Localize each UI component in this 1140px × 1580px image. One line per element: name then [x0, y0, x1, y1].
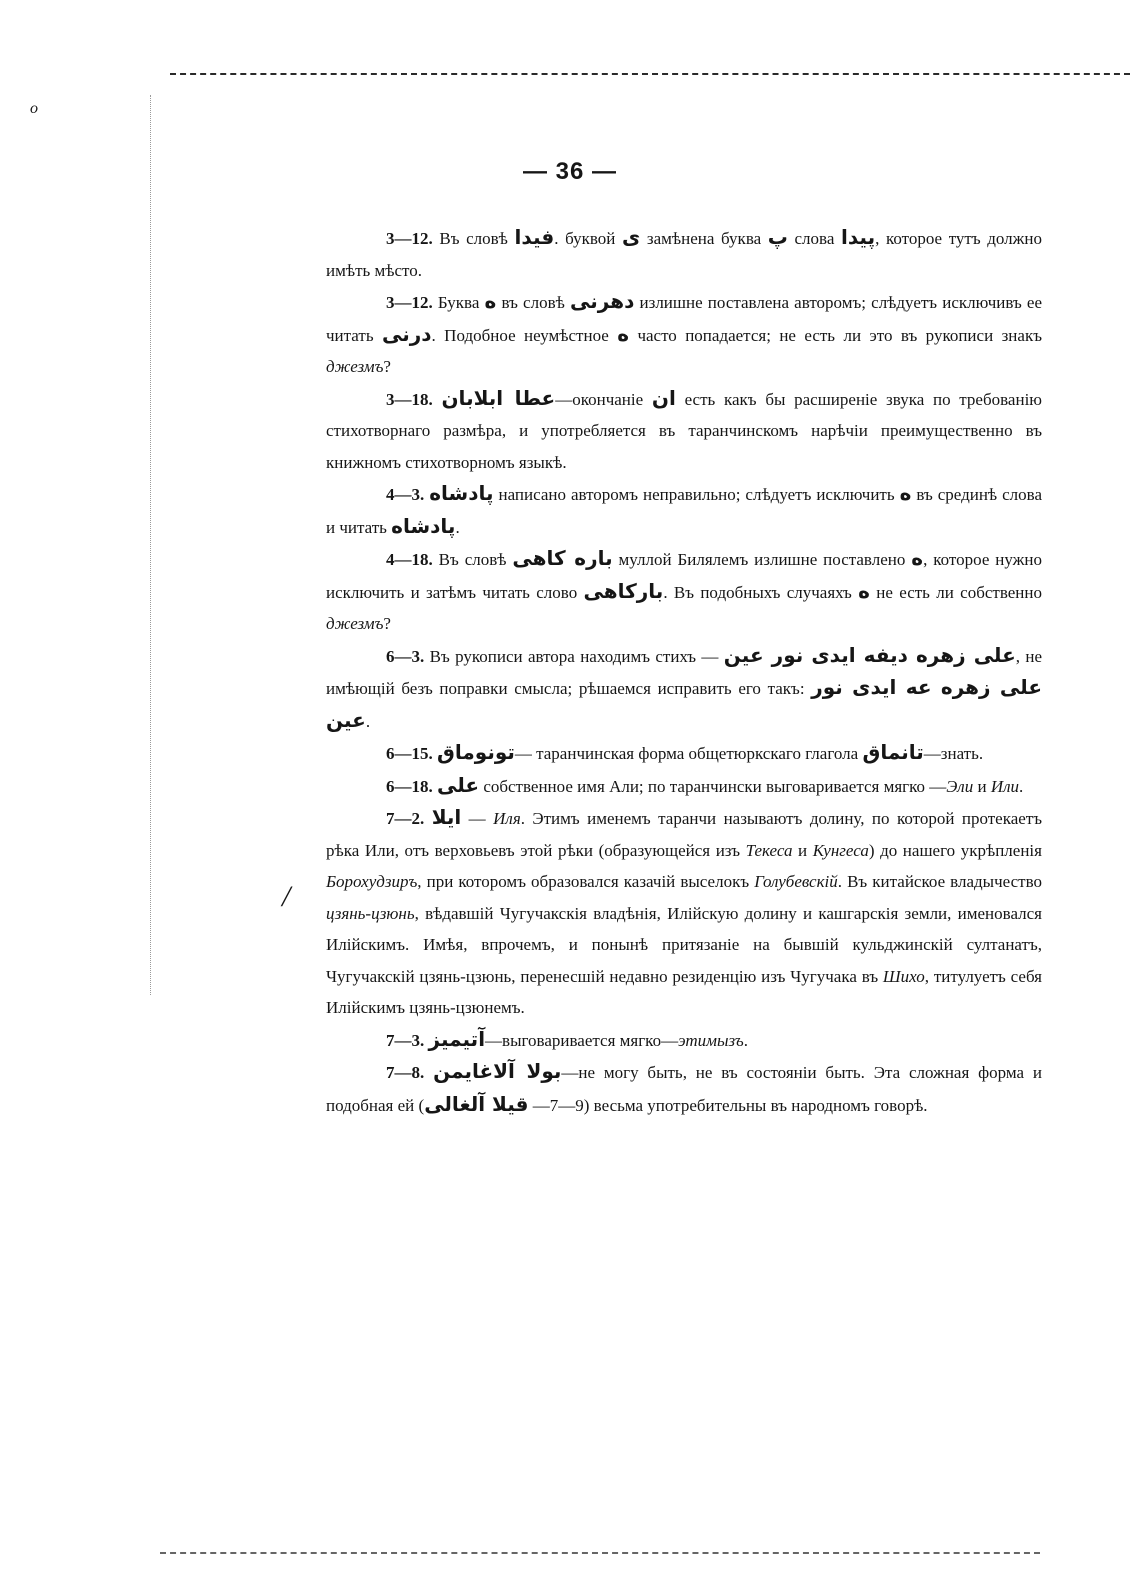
note-text: муллой Билялемъ излишне поставлено [612, 550, 912, 569]
arabic-script-word: ه [858, 578, 870, 603]
arabic-script-word: آتیمیز [428, 1026, 486, 1051]
note-paragraph [326, 383, 1042, 479]
italic-term: цзянь-цзюнь [326, 903, 415, 923]
note-paragraph [326, 286, 1042, 383]
arabic-script-word: ه [899, 481, 912, 505]
note-text: и [973, 776, 991, 796]
arabic-script-word: بارکاهی [583, 578, 664, 603]
note-text: . Этимъ именемъ таранчи называютъ долину, по которой протекаетъ рѣка Или, отъ верховьевъ этой рѣки (образующейся изъ [326, 809, 1043, 860]
note-text: . [743, 1030, 748, 1050]
arabic-script-word: ه [617, 321, 630, 346]
italic-term: джезмъ [326, 614, 384, 633]
note-text: — таранчинская форма общетюркскаго глагола [514, 744, 863, 763]
note-paragraph [326, 222, 1042, 286]
note-text: слова [787, 229, 841, 248]
note-text: , которое нужно исключить и затѣмъ читать слово [326, 550, 1043, 602]
note-text: ? [383, 357, 391, 376]
arabic-script-word: پیدا [841, 225, 876, 249]
note-reference: 7—3. [386, 1030, 425, 1050]
note-reference: 3—18. [386, 389, 433, 409]
note-text: . Подобное неумѣстное [431, 325, 618, 345]
note-text: Въ словѣ [438, 550, 513, 569]
arabic-script-word: بولا آلاغایمن [433, 1059, 562, 1083]
note-text: —знать. [923, 744, 984, 763]
arabic-script-word: ه [911, 546, 924, 570]
note-reference: 6—15. [386, 744, 433, 763]
note-paragraph [326, 543, 1042, 640]
margin-dots [150, 95, 151, 995]
arabic-script-word: ه [484, 289, 497, 313]
note-text: —не могу быть, не въ состояніи быть. Эта сложная форма и подобная ей ( [326, 1063, 1042, 1115]
italic-term: Эли [946, 776, 974, 796]
note-text: въ срединѣ слова и читать [326, 485, 1043, 537]
note-paragraph [326, 802, 1042, 1024]
arabic-script-word: تونوماق [437, 740, 515, 764]
note-paragraph [326, 737, 1042, 770]
arabic-script-word: علی [437, 772, 480, 797]
italic-term: Кунгеса [812, 840, 869, 860]
note-text: ? [383, 614, 391, 633]
note-text: , которое тутъ должно имѣть мѣсто. [326, 229, 1042, 280]
note-reference: 6—18. [386, 776, 433, 796]
note-reference: 3—12. [386, 229, 433, 248]
note-text: — [461, 809, 494, 828]
italic-term: Шихо [882, 966, 925, 986]
italic-term: Голубевскій [754, 872, 838, 891]
note-text: , не имѣющій безъ поправки смысла; рѣшаемся исправить его такъ: [326, 646, 1042, 698]
arabic-script-word: دهرنی [570, 289, 635, 313]
note-text: Въ словѣ [439, 229, 515, 248]
note-paragraph [326, 770, 1042, 803]
note-paragraph [326, 1024, 1042, 1057]
note-text: , при которомъ образовался казачій выселокъ [417, 872, 755, 891]
note-text: есть какъ бы расширеніе звука по требованію стихотворнаго размѣра, и употребляется въ таранчинскомъ нарѣчіи преимущественно въ книжномъ стихотворномъ языкѣ. [326, 389, 1042, 472]
arabic-script-word: عطا ابلابان [441, 385, 556, 410]
note-paragraph [326, 640, 1042, 738]
note-text: написано авторомъ неправильно; слѣдуетъ исключить [493, 485, 900, 504]
note-text: —окончаніе [555, 389, 652, 409]
note-paragraph [326, 478, 1042, 543]
note-reference: 6—3. [386, 646, 425, 666]
note-text: . буквой [554, 229, 622, 248]
italic-term: этимызъ [678, 1030, 744, 1050]
arabic-script-word: پادشاه [391, 513, 456, 538]
note-text: . [455, 517, 460, 537]
arabic-script-word: ایلا [431, 805, 462, 829]
note-reference: 4—18. [386, 550, 433, 569]
margin-stroke: / [282, 880, 291, 913]
note-text: замѣнена буква [640, 229, 768, 248]
arabic-script-word: پادشاه [429, 481, 494, 505]
arabic-script-word: ان [651, 385, 676, 410]
arabic-script-word: علی زهره عه ایدی نور عین [326, 675, 1042, 732]
page-number: — 36 — [522, 158, 618, 185]
arabic-script-word: پ [767, 225, 788, 249]
bottom-rule [160, 1552, 1040, 1554]
arabic-script-word: فیدا [514, 225, 555, 249]
note-text: Буква [437, 293, 485, 312]
top-rule [170, 73, 1130, 75]
note-text: собственное имя Али; по таранчински выговаривается мягко — [479, 776, 947, 796]
note-text: ) до нашего укрѣпленія [868, 840, 1042, 860]
note-text: и [792, 840, 813, 860]
note-text: . [365, 711, 371, 731]
italic-term: джезмъ [326, 357, 384, 376]
arabic-script-word: ی [621, 225, 641, 249]
note-text: излишне поставлена авторомъ; слѣдуетъ исключивъ ее читать [326, 293, 1042, 345]
note-text: часто попадается; не есть ли это въ рукописи знакъ [629, 325, 1042, 345]
italic-term: Борохудзиръ [326, 872, 418, 891]
note-reference: 3—12. [386, 293, 433, 312]
italic-term: Иля [493, 809, 521, 828]
arabic-script-word: قیلا آلغالی [424, 1091, 529, 1116]
note-reference: 7—2. [386, 809, 425, 828]
note-text: . Въ подобныхъ случаяхъ [663, 582, 859, 602]
note-text: , вѣдавшій Чугучакскія владѣнія, Илійскую долину и кашгарскія земли, именовался Илійскимъ. Имѣя, впрочемъ, и понынѣ притязаніе на бывшій кульджинскій султанатъ, Чугучакскій цзянь-цзюнь, перенесшій недавно резиденцію изъ Чугучака въ [326, 903, 1042, 986]
arabic-script-word: تانماق [862, 740, 924, 764]
note-text: Въ рукописи автора находимъ стихъ — [429, 646, 724, 666]
note-reference: 4—3. [386, 485, 425, 504]
note-text: —7—9) весьма употребительны въ народномъ говорѣ. [528, 1095, 928, 1115]
note-text: . [1019, 776, 1024, 796]
note-text: . Въ китайское владычество [837, 872, 1042, 891]
italic-term: Текеса [745, 840, 793, 860]
arabic-script-word: درنی [381, 321, 432, 346]
margin-mark: o [30, 100, 38, 117]
note-reference: 7—8. [386, 1063, 425, 1082]
note-text: , титулуетъ себя Илійскимъ цзянь-цзюнемъ. [326, 966, 1042, 1017]
note-text: въ словѣ [496, 293, 571, 312]
arabic-script-word: علی زهره دیفه ایدی نور عین [723, 642, 1016, 667]
arabic-script-word: باره کاهی [512, 546, 613, 570]
note-text: не есть ли собственно [869, 582, 1042, 602]
italic-term: Или [990, 776, 1020, 796]
notes-section [326, 222, 1042, 1121]
note-paragraph [326, 1056, 1042, 1121]
note-text: —выговаривается мягко— [485, 1030, 679, 1050]
